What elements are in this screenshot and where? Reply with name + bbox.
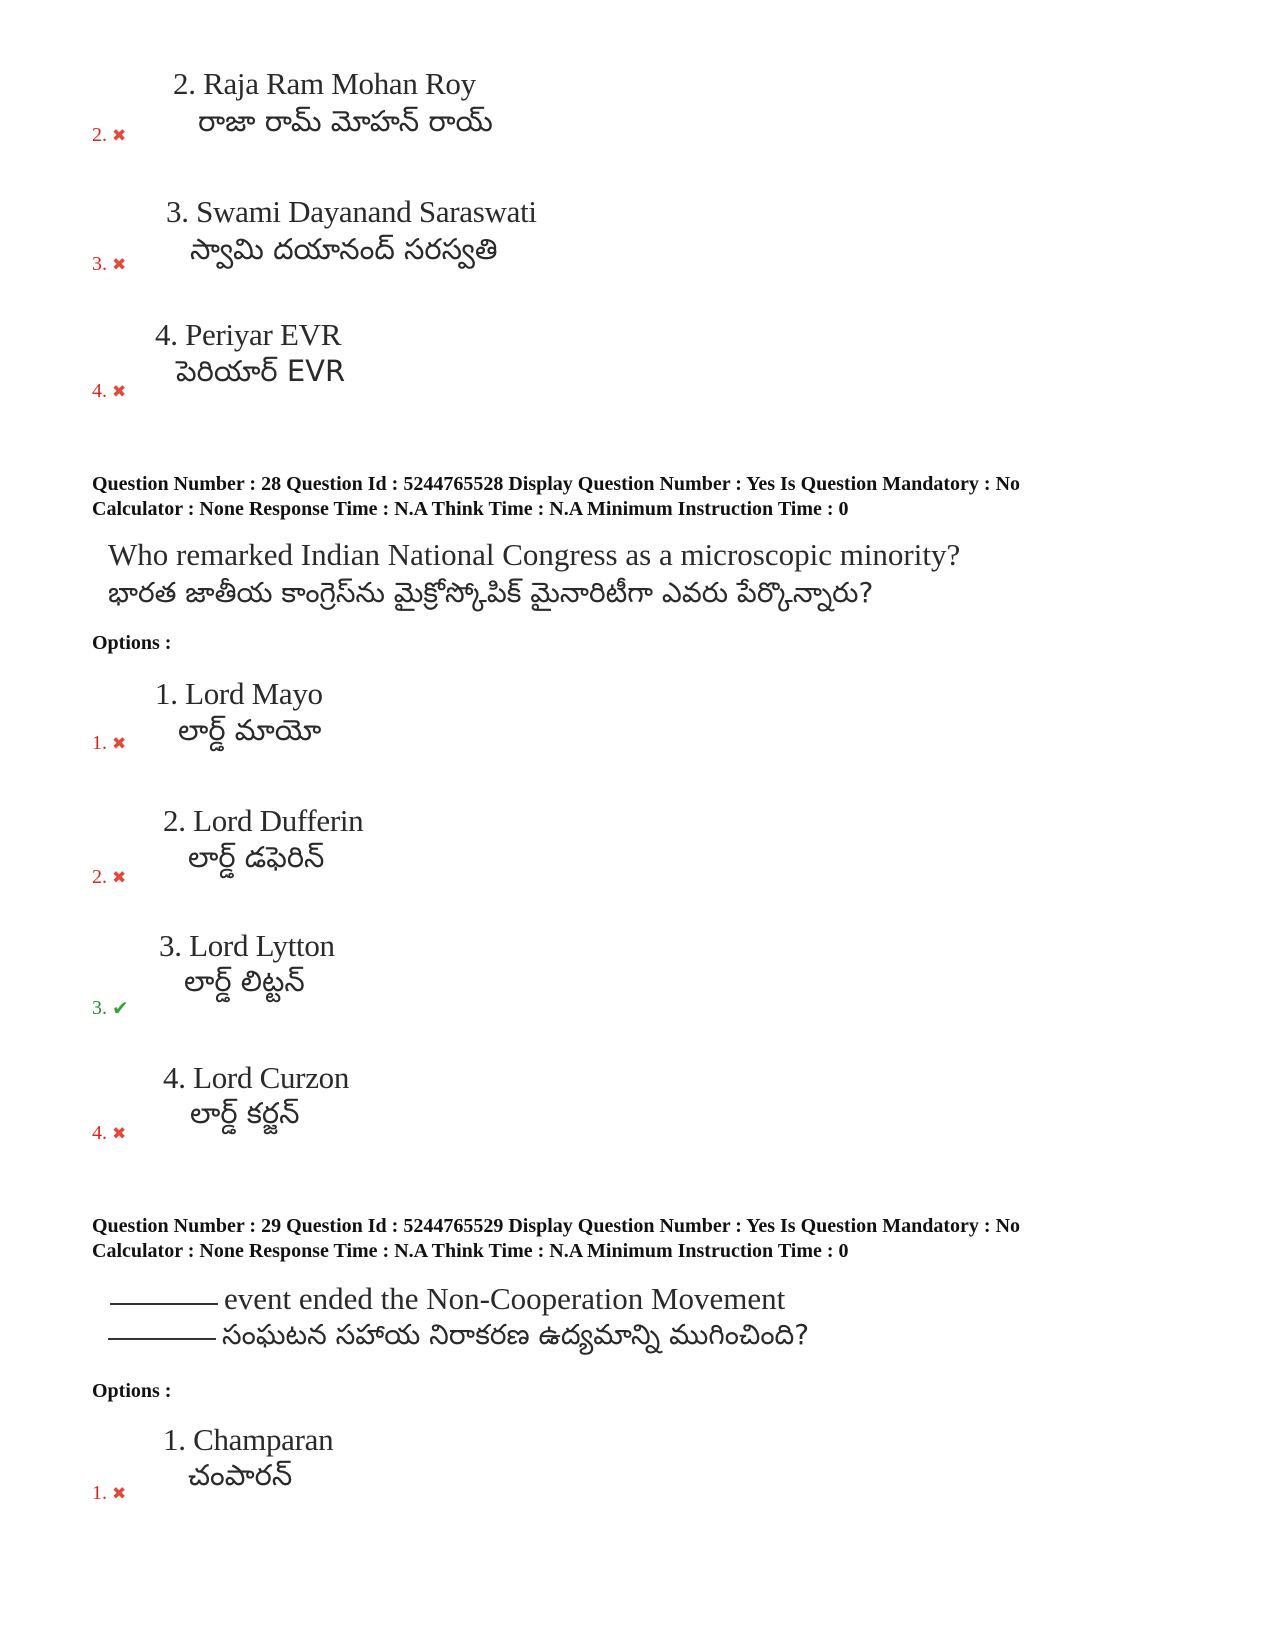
option-telugu: చంపారన్ <box>188 1458 293 1492</box>
option-telugu: లార్డ్ కర్జన్ <box>190 1096 300 1130</box>
question-meta-line1: Question Number : 29 Question Id : 5244765529 Display Question Number : Yes Is Question Mandatory : No <box>92 1215 1021 1237</box>
option-marker <box>92 866 126 889</box>
option-telugu: లార్డ్ లిట్టన్ <box>184 964 305 998</box>
question-meta-line2: Calculator : None Response Time : N.A Think Time : N.A Minimum Instruction Time : 0 <box>92 1240 849 1262</box>
option-marker <box>92 380 126 403</box>
cross-mark-icon: ✖ <box>112 125 127 146</box>
question-text-english: event ended the Non-Cooperation Movement <box>224 1281 786 1316</box>
option-marker <box>92 253 126 276</box>
option-english: 3. Swami Dayanand Saraswati <box>166 194 537 229</box>
option-marker-number: 3. <box>92 996 107 1019</box>
option-english: 1. Champaran <box>163 1422 334 1457</box>
option-marker-number: 4. <box>92 1122 107 1144</box>
question-meta-line2: Calculator : None Response Time : N.A Think Time : N.A Minimum Instruction Time : 0 <box>92 498 849 520</box>
option-marker-number: 4. <box>92 380 107 402</box>
option-marker-number: 1. <box>92 732 107 754</box>
option-telugu: స్వామి దయానంద్ సరస్వతి <box>190 232 498 266</box>
cross-mark-icon: ✖ <box>112 254 127 275</box>
option-marker-number: 2. <box>92 866 107 888</box>
option-english: 2. Raja Ram Mohan Roy <box>173 66 476 101</box>
cross-mark-icon: ✖ <box>112 1483 127 1504</box>
option-telugu: పెరియార్ EVR <box>176 354 346 388</box>
option-marker <box>92 1482 126 1505</box>
option-telugu: రాజా రామ్ మోహన్ రాయ్ <box>198 104 493 138</box>
option-marker <box>92 124 126 147</box>
option-english: 2. Lord Dufferin <box>163 803 364 838</box>
option-marker <box>92 732 126 755</box>
cross-mark-icon: ✖ <box>112 733 127 754</box>
blank-line <box>108 1338 216 1340</box>
question-meta-line1: Question Number : 28 Question Id : 5244765528 Display Question Number : Yes Is Question Mandatory : No <box>92 473 1021 495</box>
cross-mark-icon: ✖ <box>112 1123 127 1144</box>
question-text-english-line <box>110 1281 785 1317</box>
options-label: Options : <box>92 632 172 654</box>
option-marker <box>92 1122 126 1145</box>
option-english: 3. Lord Lytton <box>159 928 335 963</box>
question-text-telugu: భారత జాతీయ కాంగ్రెస్‌ను మైక్రోస్కోపిక్ మైనారిటీగా ఎవరు పేర్కొన్నారు? <box>108 576 874 609</box>
option-marker <box>92 996 129 1020</box>
option-marker-number: 2. <box>92 124 107 146</box>
blank-line <box>110 1303 218 1305</box>
option-english: 4. Periyar EVR <box>155 317 342 352</box>
cross-mark-icon: ✖ <box>112 381 127 402</box>
question-meta <box>92 1214 1020 1264</box>
check-mark-icon: ✔ <box>112 996 129 1020</box>
option-telugu: లార్డ్ మాయో <box>178 713 322 747</box>
cross-mark-icon: ✖ <box>112 867 127 888</box>
options-label: Options : <box>92 1380 172 1402</box>
question-text-telugu: సంఘటన సహాయ నిరాకరణ ఉద్యమాన్ని ముగించింది? <box>222 1318 810 1351</box>
option-english: 1. Lord Mayo <box>155 676 323 711</box>
option-english: 4. Lord Curzon <box>163 1060 350 1095</box>
question-text-english: Who remarked Indian National Congress as a microscopic minority? <box>108 537 961 572</box>
option-telugu: లార్డ్ డఫెరిన్ <box>188 840 325 874</box>
question-meta <box>92 472 1020 522</box>
option-marker-number: 3. <box>92 253 107 275</box>
option-marker-number: 1. <box>92 1482 107 1504</box>
question-text-telugu-line <box>108 1318 809 1358</box>
